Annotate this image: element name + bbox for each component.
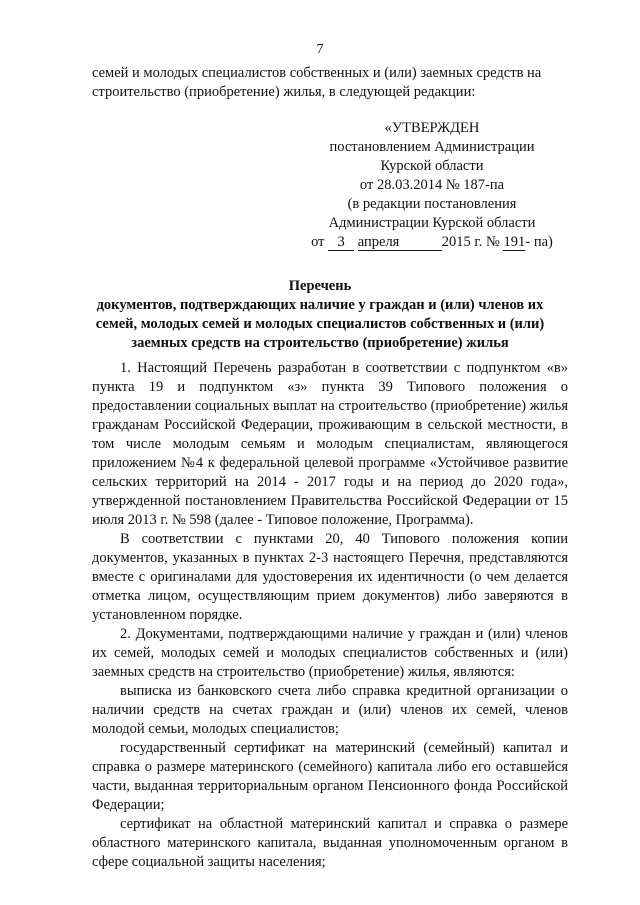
- approved-day: 3: [328, 235, 354, 251]
- title-head: Перечень: [288, 278, 352, 294]
- approved-suffix: - па): [525, 234, 553, 250]
- paragraph: выписка из банковского счета либо справка кредитной организации о наличии средств на счетах граждан и (или) членов их семей, членов молодой семьи, молодых специалистов;: [92, 683, 568, 737]
- paragraph: 1. Настоящий Перечень разработан в соответствии с подпунктом «в» пункта 19 и подпунктом «з» пункта 39 Типового положения о предоставлении социальных выплат на строительство (приобретение) жилья гражданам Российской Федерации, проживающим в сельской местности, в том числе молодым семьям и молодым специалистам, являющегося приложением №4 к федеральной целевой программе «Устойчивое развитие сельских территорий на 2014 - 2017 годы и на период до 2020 года», утвержденной постановлением Правительства Российской Федерации от 15 июля 2013 г. № 598 (далее - Типовое положение, Программа).: [92, 360, 568, 528]
- intro-line-2: строительство (приобретение) жилья, в следующей редакции:: [92, 84, 476, 100]
- title-line-1: документов, подтверждающих наличие у граждан и (или) членов их: [96, 297, 544, 313]
- document-body: [92, 359, 568, 872]
- intro-line-1: семей и молодых специалистов собственных и (или) заемных средств на: [92, 65, 542, 81]
- page-number: 7: [316, 42, 324, 57]
- approved-line-5: (в редакции постановления: [347, 196, 517, 212]
- approved-number-sign: №: [485, 234, 500, 250]
- title-line-2: семей, молодых семей и молодых специалистов собственных и (или): [95, 316, 545, 332]
- approved-from: от: [311, 234, 325, 250]
- paragraph: 2. Документами, подтверждающими наличие у граждан и (или) членов их семей, молодых семей и молодых специалистов собственных и (или) заемных средств на строительство (приобретение) жилья, являются:: [92, 626, 568, 680]
- approval-stamp: [292, 119, 572, 252]
- approved-number: 191: [503, 234, 526, 250]
- document-title: [80, 277, 560, 353]
- approved-line-4: от 28.03.2014 № 187-па: [359, 177, 505, 193]
- paragraph: государственный сертификат на материнский (семейный) капитал и справка о размере материнского (семейного) капитала либо его оставшейся части, выданная территориальным органом Пенсионного фонда Российской Федерации;: [92, 740, 568, 813]
- paragraph: В соответствии с пунктами 20, 40 Типового положения копии документов, указанных в пунктах 2-3 настоящего Перечня, представляются вместе с оригиналами для удостоверения их идентичности (о чем делается отметка лицом, осуществляющим прием документов) либо заверяются в установленном порядке.: [92, 531, 568, 623]
- title-line-3: заемных средств на строительство (приобретение) жилья: [131, 335, 509, 351]
- approved-line-6: Администрации Курской области: [328, 215, 536, 231]
- approved-month: апреля: [358, 235, 442, 251]
- approved-line-3: Курской области: [380, 158, 484, 174]
- approved-line-7: [292, 233, 572, 252]
- approved-line-1: «УТВЕРЖДЕН: [384, 120, 480, 136]
- paragraph: сертификат на областной материнский капитал и справка о размере областного материнского капитала, выданная уполномоченным органом в сфере социальной защиты населения;: [92, 816, 568, 870]
- intro-text: [92, 64, 566, 102]
- approved-year: 2015 г.: [441, 234, 483, 250]
- approved-line-2: постановлением Администрации: [329, 139, 535, 155]
